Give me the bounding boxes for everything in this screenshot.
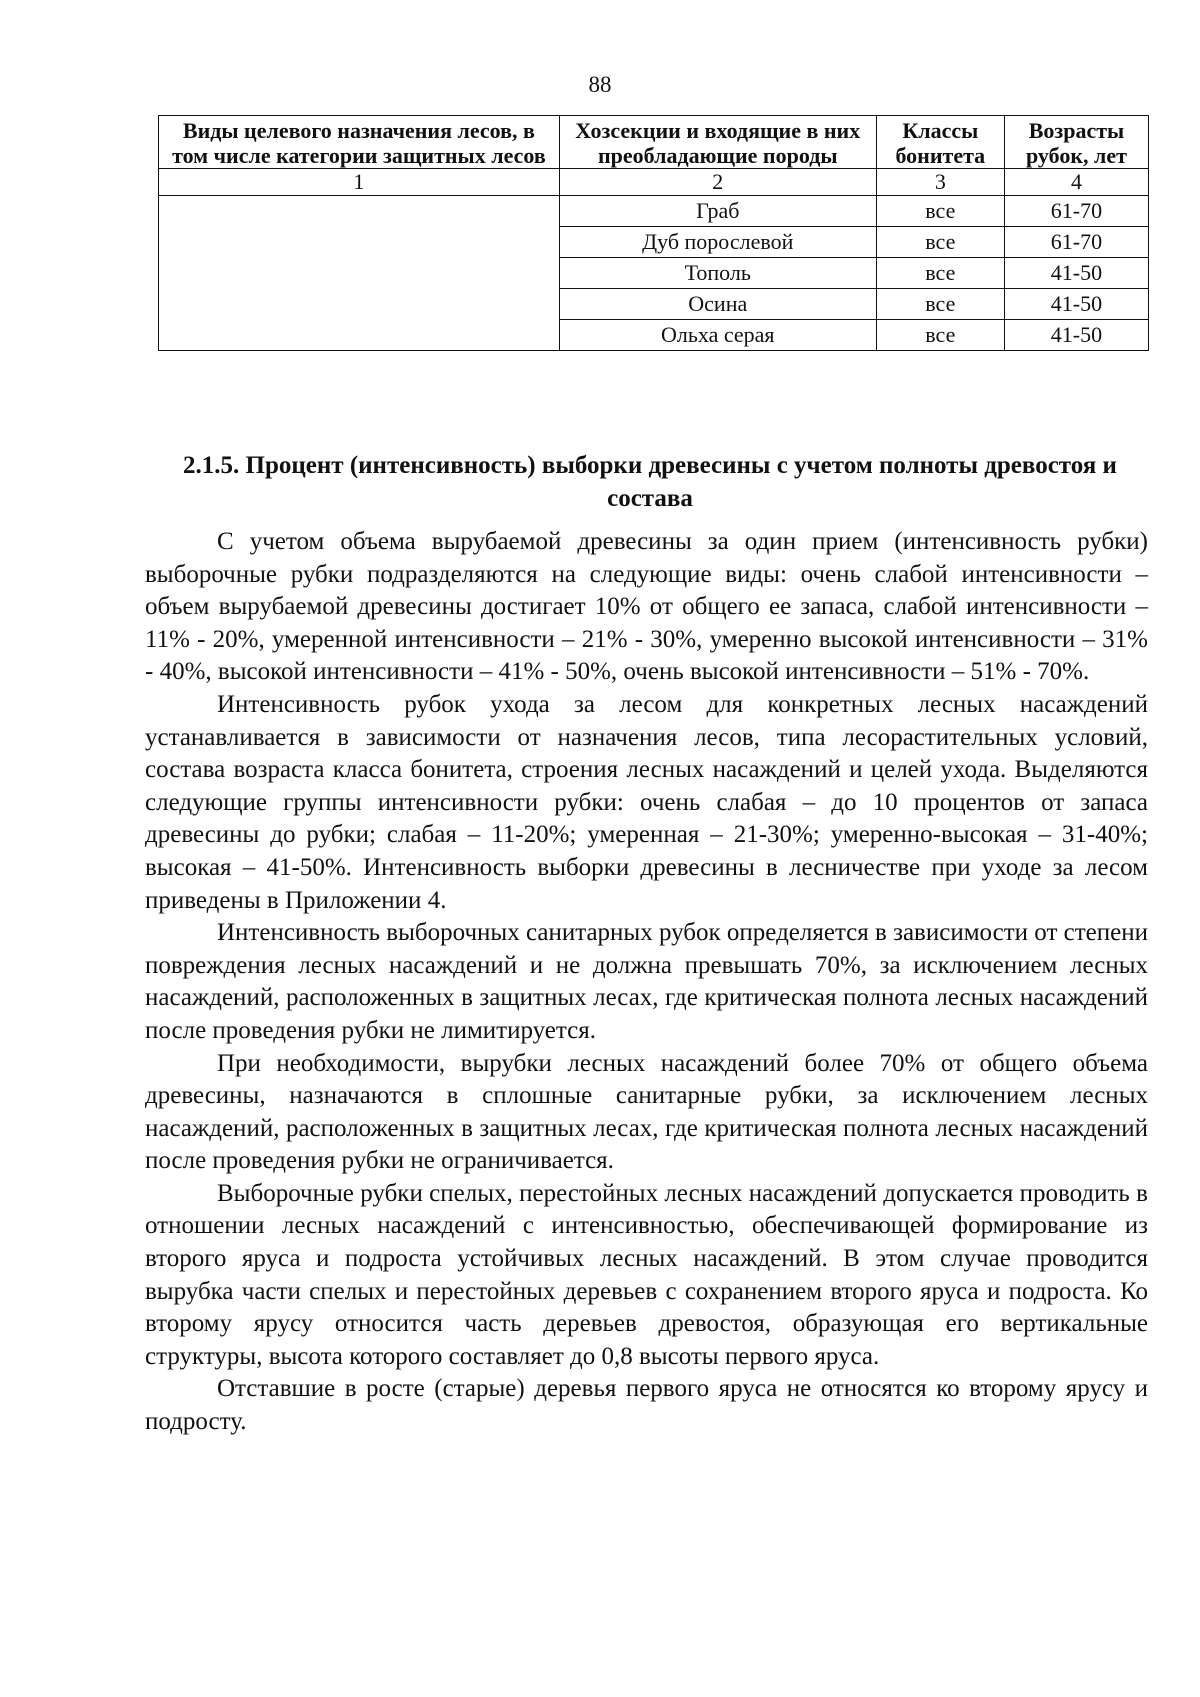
header-forest-purpose: Виды целевого назначения лесов, в том числе категории защитных лесов [159,116,560,169]
table-cell-class: все [876,320,1004,351]
table-cell-category [159,196,560,351]
header-species-sections: Хозсекции и входящие в них преобладающие породы [559,116,876,169]
table-cell-species: Ольха серая [559,320,876,351]
column-number: 1 [159,169,560,196]
table-cell-age: 61-70 [1004,227,1148,258]
column-number: 3 [876,169,1004,196]
page-number: 88 [588,72,612,97]
table-header-row [159,116,1149,169]
table-cell-class: все [876,289,1004,320]
table-cell-age: 41-50 [1004,320,1148,351]
column-number: 4 [1004,169,1148,196]
table-cell-species: Тополь [559,258,876,289]
table-cell-species: Дуб порослевой [559,227,876,258]
column-number: 2 [559,169,876,196]
table-cell-class: все [876,196,1004,227]
paragraph-thinning-intensity: Интенсивность рубок ухода за лесом для конкретных лесных насаждений устанавливается в зависимости от назначения лесов, типа лесорастительных условий, состава возраста класса бонитета, строения лесных насаждений и целей ухода. Выделяются следующие группы интенсивности рубки: очень слабая – до 10 процентов от запаса древесины до рубки; слабая – 11-20%; умеренная – 21-30%; умеренно-высокая – 31-40%; высокая – 41-50%. Интенсивность выборки древесины в лесничестве при уходе за лесом приведены в Приложении 4. [145,690,1148,914]
table-row [159,196,1149,227]
section-heading: 2.1.5. Процент (интенсивность) выборки древесины с учетом полноты древостоя и состава [183,451,1117,512]
header-cutting-age: Возрасты рубок, лет [1004,116,1148,169]
paragraph-lagging-trees: Отставшие в росте (старые) деревья первого яруса не относятся ко второму ярусу и подросту. [145,1375,1148,1436]
table-cell-age: 41-50 [1004,289,1148,320]
table-cell-class: все [876,227,1004,258]
table-cell-age: 41-50 [1004,258,1148,289]
body-text [145,526,1148,1439]
paragraph-mature-stand-cutting: Выборочные рубки спелых, перестойных лесных насаждений допускается проводить в отношении лесных насаждений с интенсивностью, обеспечивающей формирование из второго яруса и подроста устойчивых лесных насаждений. В этом случае проводится вырубка части спелых и перестойных деревьев с сохранением второго яруса и подроста. Ко второму ярусу относится часть деревьев древостоя, образующая его вертикальные структуры, высота которого составляет до 0,8 высоты первого яруса. [145,1179,1148,1370]
table-cell-species: Граб [559,196,876,227]
paragraph-clear-sanitary-cutting: При необходимости, вырубки лесных насаждений более 70% от общего объема древесины, назначаются в сплошные санитарные рубки, за исключением лесных насаждений, расположенных в защитных лесах, где критическая полнота лесных насаждений после проведения рубки не ограничивается. [145,1049,1148,1175]
cutting-age-table [158,115,1149,351]
paragraph-sanitary-cutting: Интенсивность выборочных санитарных рубок определяется в зависимости от степени повреждения лесных насаждений и не должна превышать 70%, за исключением лесных насаждений, расположенных в защитных лесах, где критическая полнота лесных насаждений после проведения рубки не лимитируется. [145,919,1149,1044]
paragraph-intensity-types: С учетом объема вырубаемой древесины за один прием (интенсивность рубки) выборочные рубки подразделяются на следующие виды: очень слабой интенсивности – объем вырубаемой древесины достигает 10% от общего ее запаса, слабой интенсивности – 11% - 20%, умеренной интенсивности – 21% - 30%, умеренно высокой интенсивности – 31% - 40%, высокой интенсивности – 41% - 50%, очень высокой интенсивности – 51% - 70%. [145,528,1148,686]
table-cell-species: Осина [559,289,876,320]
table-column-numbers-row [159,169,1149,196]
header-site-class: Классы бонитета [876,116,1004,169]
table-cell-age: 61-70 [1004,196,1148,227]
table-cell-class: все [876,258,1004,289]
